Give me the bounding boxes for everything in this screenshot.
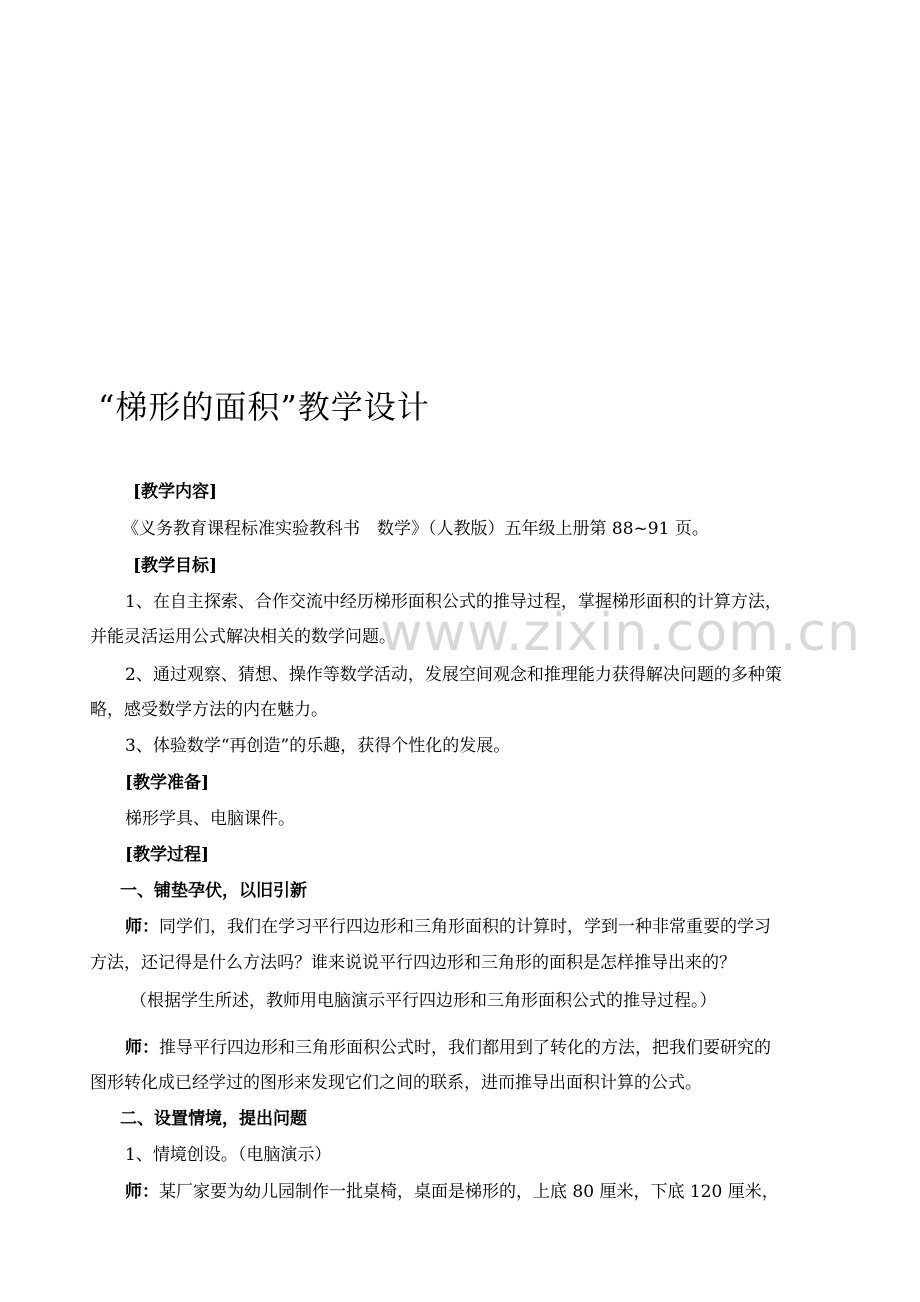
teacher-text: 同学们，我们在学习平行四边形和三角形面积的计算时，学到一种非常重要的学习 — [159, 917, 771, 937]
teacher-line-3 — [125, 1181, 779, 1203]
teacher-label: 师： — [125, 1182, 159, 1202]
goal3: 3、体验数学“再创造”的乐趣，获得个性化的发展。 — [125, 736, 511, 756]
goals-heading: [教学目标] — [133, 556, 218, 576]
goal2-line2: 略，感受数学方法的内在魅力。 — [90, 700, 328, 720]
scene-line: 1、情境创设。（电脑演示） — [125, 1145, 332, 1165]
document-title: “梯形的面积”教学设计 — [98, 388, 430, 426]
content-text: 《义务教育课程标准实验教科书 数学》（人教版）五年级上册第 88~91 页。 — [122, 519, 709, 539]
content-heading: [教学内容] — [133, 482, 218, 502]
part1-heading: 一、铺垫孕伏，以旧引新 — [120, 881, 307, 901]
note-line: （根据学生所述，教师用电脑演示平行四边形和三角形面积公式的推导过程。） — [130, 991, 717, 1011]
teacher-line-2b: 图形转化成已经学过的图形来发现它们之间的联系，进而推导出面积计算的公式。 — [90, 1073, 702, 1093]
goal2-line1: 2、通过观察、猜想、操作等数学活动，发展空间观念和推理能力获得解决问题的多种策 — [125, 665, 782, 685]
teacher-text: 推导平行四边形和三角形面积公式时，我们都用到了转化的方法，把我们要研究的 — [159, 1038, 771, 1058]
prep-text: 梯形学具、电脑课件。 — [125, 809, 295, 829]
teacher-label: 师： — [125, 917, 159, 937]
part2-heading: 二、设置情境，提出问题 — [120, 1109, 307, 1129]
watermark: www.zixin.com.cn — [380, 603, 861, 663]
prep-heading: [教学准备] — [125, 773, 210, 793]
teacher-line-2 — [125, 1037, 771, 1059]
teacher-text: 某厂家要为幼儿园制作一批桌椅，桌面是梯形的，上底 80 厘米，下底 120 厘米， — [159, 1182, 779, 1202]
teacher-label: 师： — [125, 1038, 159, 1058]
teacher-line-1b: 方法，还记得是什么方法吗？谁来说说平行四边形和三角形的面积是怎样推导出来的？ — [90, 953, 736, 973]
goal1-line1: 1、在自主探索、合作交流中经历梯形面积公式的推导过程，掌握梯形面积的计算方法， — [125, 592, 782, 612]
goal1-line2: 并能灵活运用公式解决相关的数学问题。 — [90, 627, 396, 647]
process-heading: [教学过程] — [125, 845, 210, 865]
teacher-line-1 — [125, 916, 771, 938]
